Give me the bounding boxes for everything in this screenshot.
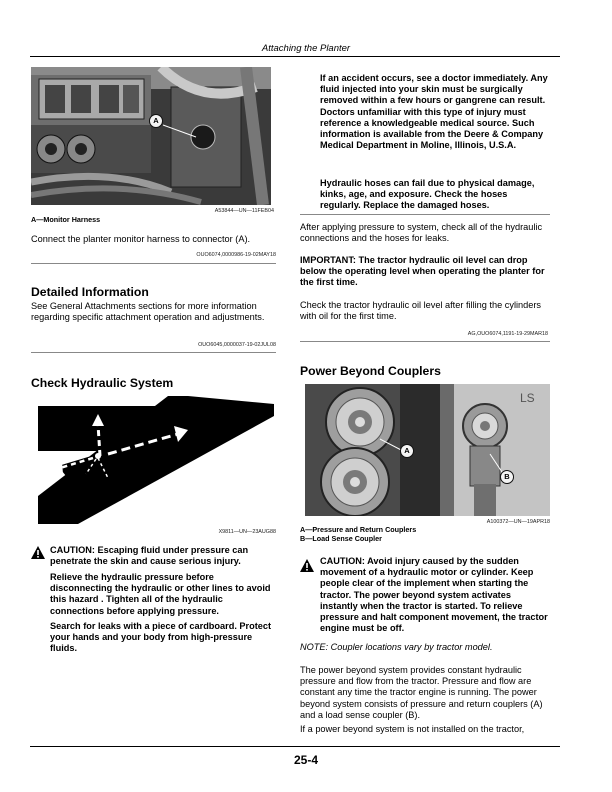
monitor-harness-photo <box>31 67 271 205</box>
after-pressure-text: After applying pressure to system, check all of the hydraulic connections and the hoses for leaks. <box>300 222 543 244</box>
header-rule <box>30 56 560 57</box>
callout-a-monitor: A <box>149 114 163 128</box>
callout-a-couplers: A <box>400 444 414 458</box>
caution-escaping-fluid: CAUTION: Escaping fluid under pressure can penetrate the skin and cause serious injury. <box>50 545 249 567</box>
page-number: 25-4 <box>293 753 319 767</box>
detailed-information-text: See General Attachments sections for more information regarding specific attachment operation and adjustments. <box>31 301 265 323</box>
section-divider <box>31 352 276 353</box>
accident-warning: If an accident occurs, see a doctor immediately. Any fluid injected into your skin must be surgically removed within a few hours or gangrene can result. Doctors unfamiliar with this type of injury must reference a knowledgeable medical source. Such information is available from the Deere & Company Medical Department in Moline, Illinois, U.S.A. <box>320 73 548 151</box>
power-beyond-not-installed: If a power beyond system is not installed on the tractor, <box>300 724 525 734</box>
power-beyond-heading: Power Beyond Couplers <box>300 364 441 378</box>
caution-sudden-movement: CAUTION: Avoid injury caused by the sudden movement of a hydraulic motor or cylinder. Keep people clear of the implement when starting the tractor. The power beyond system activates instantly when the tractor is started. To relieve pressure and halt component movement, the tractor engine must be off. <box>320 556 548 634</box>
footer-rule <box>30 746 560 747</box>
figure-code: X9811—UN—23AUG88 <box>218 529 276 535</box>
connect-instruction: Connect the planter monitor harness to connector (A). <box>31 234 251 244</box>
pressure-return-couplers-photo <box>305 384 440 516</box>
load-sense-illustration <box>440 384 550 516</box>
caption-pressure-return: A—Pressure and Return Couplers <box>300 525 417 534</box>
check-oil-level-text: Check the tractor hydraulic oil level after filling the cylinders with oil for the first time. <box>300 300 542 322</box>
load-sense-coupler-photo <box>440 384 550 516</box>
power-beyond-description: The power beyond system provides constant hydraulic pressure and flow from the tractor. Pressure and flow are constant any time the tractor engine is running. The power beyond system consists of pressure and return couplers (A) and a load sense coupler (B). <box>300 665 543 720</box>
caution-relieve-pressure: Relieve the hydraulic pressure before disconnecting the hydraulic or other lines to avoid this hazard . Tighten all of the hydraulic connections before applying pressure. <box>50 572 271 616</box>
ls-stamp-text: LS <box>520 391 535 405</box>
caution-search-leaks: Search for leaks with a piece of cardboard. Protect your hands and your body from high-pressure fluids. <box>50 621 272 654</box>
hoses-warning: Hydraulic hoses can fail due to physical damage, kinks, age, and exposure. Check the hoses regularly. Replace the damaged hoses. <box>320 178 535 211</box>
reference-code: OUO6074,0000986-19-02MAY18 <box>196 252 276 258</box>
important-note: IMPORTANT: The tractor hydraulic oil level can drop below the operating level when operating the planter for the first time. <box>300 255 545 288</box>
couplers-illustration <box>305 384 440 516</box>
callout-b-load-sense: B <box>500 470 514 484</box>
caution-triangle-icon <box>300 559 314 572</box>
detailed-information-heading: Detailed Information <box>31 285 149 299</box>
caption-load-sense: B—Load Sense Coupler <box>300 534 382 543</box>
hydraulic-hazard-figure <box>38 396 274 524</box>
figure-code: A53844—UN—11FEB04 <box>214 208 274 214</box>
caution-triangle-icon <box>31 546 45 559</box>
monitor-harness-illustration <box>31 67 271 205</box>
running-header: Attaching the Planter <box>261 43 351 54</box>
coupler-location-note: NOTE: Coupler locations vary by tractor model. <box>300 642 493 652</box>
figure-caption: A—Monitor Harness <box>31 215 101 224</box>
reference-code: AG,OUO6074,1191-19-29MAR18 <box>467 331 548 337</box>
fluid-leak-illustration <box>38 396 274 524</box>
section-divider <box>300 341 550 342</box>
figure-code: A100372—UN—19APR18 <box>486 519 550 525</box>
reference-code: OUO6045,0000037-19-02JUL08 <box>198 342 276 348</box>
section-divider <box>31 263 276 264</box>
section-divider <box>300 214 550 215</box>
check-hydraulic-heading: Check Hydraulic System <box>31 376 174 390</box>
